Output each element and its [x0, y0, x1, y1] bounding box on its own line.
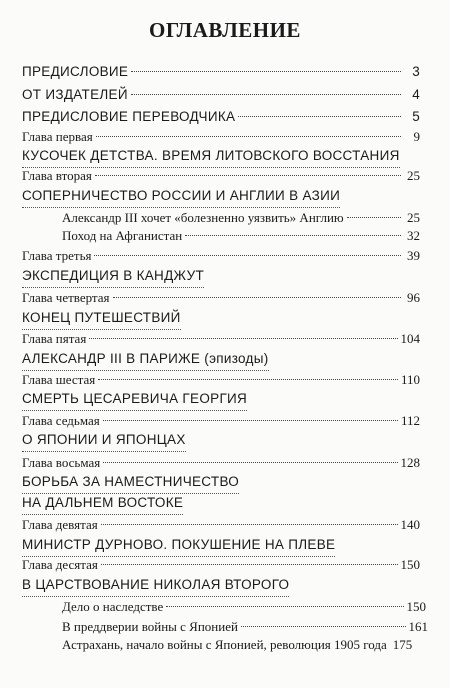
toc-subentry-astrakhan[interactable] — [62, 636, 428, 654]
toc-entry-chapter-3[interactable] — [22, 247, 420, 265]
chapter-heading-9: МИНИСТР ДУРНОВО. ПОКУШЕНИЕ НА ПЛЕВЕ — [22, 537, 336, 552]
toc-entry-chapter-1[interactable] — [22, 128, 420, 146]
toc-entry-page: 25 — [407, 168, 420, 183]
leader-dots — [166, 606, 403, 607]
toc-entry-chapter-4[interactable] — [22, 289, 420, 307]
chapter-heading-8-line-1: БОРЬБА ЗА НАМЕСТНИЧЕСТВО — [22, 474, 240, 489]
toc-entry-text: Глава восьмая — [22, 455, 101, 470]
toc-entry-chapter-5[interactable] — [22, 330, 420, 348]
toc-entry-page: 9 — [413, 129, 420, 144]
leader-dots — [101, 524, 398, 525]
toc-entry-text: В преддверии войны с Японией — [62, 619, 238, 634]
chapter-heading-7: О ЯПОНИИ И ЯПОНЦАХ — [22, 432, 186, 447]
toc-entry-chapter-10[interactable] — [22, 556, 420, 574]
chapter-heading-8-line-2: НА ДАЛЬНЕМ ВОСТОКЕ — [22, 495, 184, 510]
toc-entry-page: 175 — [392, 637, 413, 652]
chapter-heading-4: КОНЕЦ ПУТЕШЕСТВИЙ — [22, 310, 181, 325]
leader-dots — [103, 462, 397, 463]
leader-dots — [89, 338, 397, 339]
toc-entry-page: 150 — [400, 557, 420, 572]
toc-entry-text: ПРЕДИСЛОВИЕ — [22, 64, 129, 79]
leader-dots — [131, 94, 401, 95]
toc-entry-translator-preface[interactable] — [22, 108, 420, 126]
toc-entry-text: Астрахань, начало войны с Японией, революция 1905 года — [62, 637, 387, 652]
toc-entry-text: Александр III хочет «болезненно уязвить» Англию — [62, 210, 344, 225]
toc-entry-page: 150 — [406, 599, 426, 614]
chapter-heading-10: В ЦАРСТВОВАНИЕ НИКОЛАЯ ВТОРОГО — [22, 577, 290, 592]
toc-subentry-afghanistan[interactable] — [62, 227, 420, 245]
toc-entry-preface[interactable] — [22, 63, 420, 81]
toc-entry-text: ПРЕДИСЛОВИЕ ПЕРЕВОДЧИКА — [22, 109, 236, 124]
toc-entry-page: 4 — [412, 87, 420, 102]
toc-entry-page: 5 — [412, 109, 420, 124]
toc-entry-text: Глава десятая — [22, 557, 98, 572]
toc-entry-page: 104 — [400, 331, 420, 346]
toc-entry-text: Глава первая — [22, 129, 93, 144]
toc-subentry-eve-of-war[interactable] — [62, 618, 428, 636]
toc-entry-page: 25 — [407, 210, 420, 225]
toc-entry-page: 3 — [412, 64, 420, 79]
toc-entry-chapter-2[interactable] — [22, 167, 420, 185]
toc-entry-text: Глава пятая — [22, 331, 87, 346]
toc-entry-page: 140 — [400, 517, 420, 532]
toc-entry-text: Глава вторая — [22, 168, 92, 183]
leader-dots — [131, 71, 401, 72]
toc-entry-text: Глава четвертая — [22, 290, 110, 305]
leader-dots — [347, 217, 401, 218]
toc-entry-page: 112 — [400, 413, 420, 428]
leader-dots — [101, 564, 398, 565]
toc-entry-chapter-7[interactable] — [22, 412, 420, 430]
leader-dots — [238, 116, 401, 117]
toc-subentry-alexander[interactable] — [62, 209, 420, 227]
toc-entry-page: 161 — [408, 619, 428, 634]
toc-entry-text: ОТ ИЗДАТЕЛЕЙ — [22, 87, 128, 102]
toc-subentry-inheritance[interactable] — [62, 598, 426, 616]
page-title: ОГЛАВЛЕНИЕ — [149, 18, 301, 42]
chapter-heading-6: СМЕРТЬ ЦЕСАРЕВИЧА ГЕОРГИЯ — [22, 391, 248, 406]
chapter-heading-2: СОПЕРНИЧЕСТВО РОССИИ И АНГЛИИ В АЗИИ — [22, 188, 341, 203]
toc-entry-from-publishers[interactable] — [22, 86, 420, 104]
leader-dots — [96, 136, 401, 137]
toc-entry-text: Глава седьмая — [22, 413, 100, 428]
leader-dots — [185, 235, 401, 236]
chapter-heading-1: КУСОЧЕК ДЕТСТВА. ВРЕМЯ ЛИТОВСКОГО ВОССТАНИЯ — [22, 148, 400, 163]
leader-dots — [98, 379, 398, 380]
toc-entry-page: 39 — [407, 248, 420, 263]
toc-entry-text: Глава третья — [22, 248, 92, 263]
toc-entry-page: 96 — [407, 290, 420, 305]
toc-entry-text: Глава шестая — [22, 372, 96, 387]
chapter-heading-5: АЛЕКСАНДР III В ПАРИЖЕ (эпизоды) — [22, 351, 269, 366]
toc-entry-text: Дело о наследстве — [62, 599, 164, 614]
leader-dots — [241, 626, 406, 627]
leader-dots — [113, 297, 401, 298]
toc-entry-page: 32 — [407, 228, 420, 243]
toc-entry-page: 110 — [400, 372, 420, 387]
chapter-heading-3: ЭКСПЕДИЦИЯ В КАНДЖУТ — [22, 268, 205, 283]
toc-entry-page: 128 — [400, 455, 420, 470]
toc-entry-text: Глава девятая — [22, 517, 98, 532]
leader-dots — [95, 175, 401, 176]
leader-dots — [94, 255, 401, 256]
toc-entry-chapter-9[interactable] — [22, 516, 420, 534]
toc-entry-chapter-8[interactable] — [22, 454, 420, 472]
toc-entry-chapter-6[interactable] — [22, 371, 420, 389]
toc-entry-text: Поход на Афганистан — [62, 228, 183, 243]
leader-dots — [103, 420, 398, 421]
